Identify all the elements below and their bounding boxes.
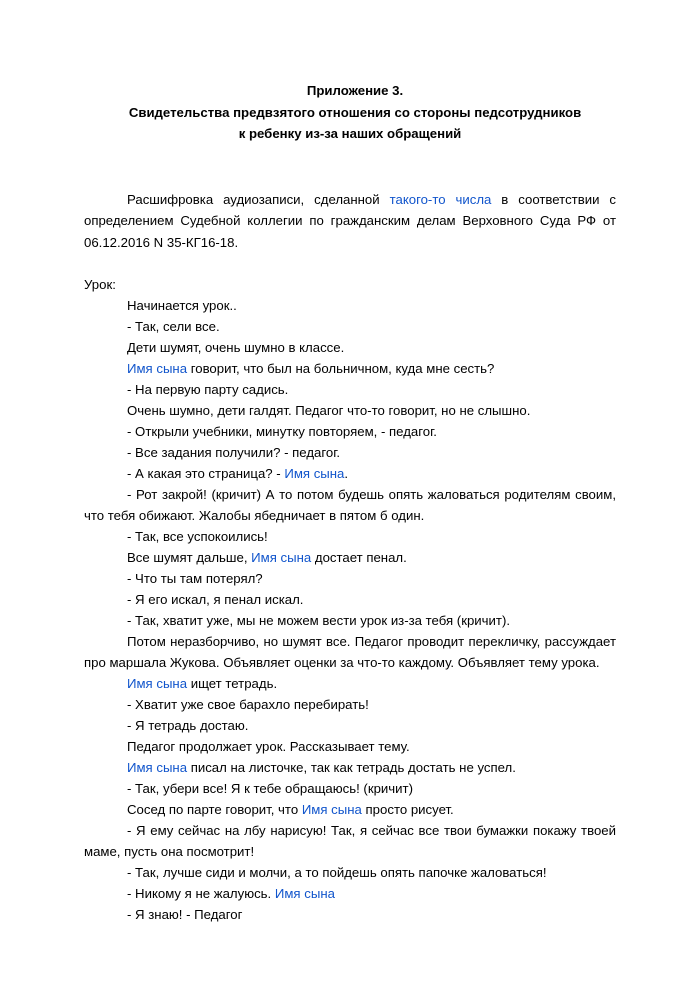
son-name-link[interactable]: Имя сына bbox=[284, 466, 345, 481]
transcript-line bbox=[84, 400, 616, 421]
intro-text: Расшифровка аудиозаписи, сделанной bbox=[127, 191, 390, 207]
transcript-line bbox=[84, 589, 616, 610]
transcript-line bbox=[84, 463, 616, 484]
line-text-end: достает пенал. bbox=[311, 550, 407, 565]
line-text: - Никому я не жалуюсь. bbox=[127, 886, 275, 901]
transcript-line bbox=[84, 862, 616, 883]
line-text: - Так, все успокоились! bbox=[127, 529, 268, 544]
line-text: - Я тетрадь достаю. bbox=[127, 718, 249, 733]
appendix-heading: Приложение 3. bbox=[306, 83, 404, 98]
line-text: Все шумят дальше, bbox=[127, 550, 252, 565]
son-name-link[interactable]: Имя сына bbox=[251, 550, 312, 565]
line-text: - Я ему сейчас на лбу нарисую! Так, я сейчас все твои бумажки покажу твоей маме, пусть она посмотрит! bbox=[84, 823, 616, 859]
transcript-line bbox=[84, 715, 616, 736]
title-line-2: Свидетельства предвзятого отношения со стороны педсотрудников bbox=[128, 104, 582, 120]
line-text: - А какая это страница? - bbox=[127, 466, 285, 481]
line-text-end: просто рисует. bbox=[361, 802, 454, 817]
date-link[interactable]: такого-то числа bbox=[389, 191, 492, 207]
line-text-end: говорит, что был на больничном, куда мне сесть? bbox=[187, 361, 495, 376]
intro-paragraph bbox=[84, 189, 616, 254]
son-name-link[interactable]: Имя сына bbox=[127, 676, 188, 691]
transcript-line bbox=[84, 757, 616, 778]
transcript-line bbox=[84, 316, 616, 337]
line-text: - Я знаю! - Педагог bbox=[127, 907, 243, 922]
transcript-line bbox=[84, 631, 616, 673]
transcript-line bbox=[84, 778, 616, 799]
line-text: Сосед по парте говорит, что bbox=[127, 802, 302, 817]
line-text-end: . bbox=[344, 466, 349, 481]
line-text: - Я его искал, я пенал искал. bbox=[127, 592, 304, 607]
son-name-link[interactable]: Имя сына bbox=[127, 361, 188, 376]
document-title bbox=[84, 80, 616, 145]
line-text: - Так, убери все! Я к тебе обращаюсь! (кричит) bbox=[127, 781, 413, 796]
line-text: - Так, лучше сиди и молчи, а то пойдешь опять папочке жаловаться! bbox=[127, 865, 547, 880]
transcript-line bbox=[84, 421, 616, 442]
transcript-line bbox=[84, 568, 616, 589]
line-text: - Все задания получили? - педагог. bbox=[127, 445, 341, 460]
line-text: - Открыли учебники, минутку повторяем, - педагог. bbox=[127, 424, 437, 439]
title-line-3: к ребенку из-за наших обращений bbox=[238, 126, 462, 141]
son-name-link[interactable]: Имя сына bbox=[274, 886, 335, 901]
son-name-link[interactable]: Имя сына bbox=[301, 802, 362, 817]
transcript-line bbox=[84, 442, 616, 463]
transcript-line bbox=[84, 799, 616, 820]
transcript-line bbox=[84, 295, 616, 316]
document-page bbox=[84, 80, 616, 925]
line-text: - На первую парту садись. bbox=[127, 382, 289, 397]
transcript-line bbox=[84, 358, 616, 379]
transcript-line bbox=[84, 736, 616, 757]
line-text: - Рот закрой! (кричит) А то потом будешь опять жаловаться родителям своим, что тебя обижают. Жалобы ябедничает в пятом б один. bbox=[84, 487, 616, 523]
line-text: Педагог продолжает урок. Рассказывает тему. bbox=[127, 739, 410, 754]
line-text: Очень шумно, дети галдят. Педагог что-то говорит, но не слышно. bbox=[127, 403, 531, 418]
transcript-line bbox=[84, 673, 616, 694]
transcript-line bbox=[84, 694, 616, 715]
transcript-line bbox=[84, 610, 616, 631]
transcript-line bbox=[84, 484, 616, 526]
line-text-end: ищет тетрадь. bbox=[187, 676, 278, 691]
line-text: - Так, хватит уже, мы не можем вести урок из-за тебя (кричит). bbox=[127, 613, 511, 628]
transcript-line bbox=[84, 526, 616, 547]
line-text: Начинается урок.. bbox=[127, 298, 237, 313]
line-text: Потом неразборчиво, но шумят все. Педагог проводит перекличку, рассуждает про маршала Жукова. Объявляет оценки за что-то каждому. Объявляет тему урока. bbox=[84, 634, 616, 670]
transcript bbox=[84, 295, 616, 925]
line-text: - Что ты там потерял? bbox=[127, 571, 263, 586]
transcript-line bbox=[84, 547, 616, 568]
line-text-end: писал на листочке, так как тетрадь достать не успел. bbox=[187, 760, 516, 775]
son-name-link[interactable]: Имя сына bbox=[127, 760, 188, 775]
line-text: Дети шумят, очень шумно в классе. bbox=[127, 340, 345, 355]
transcript-line bbox=[84, 883, 616, 904]
intro-text-end: в соответствии с определением Судебной коллегии по гражданским делам Верховного Суда РФ от 06.12.2016 N 35-КГ16-18. bbox=[84, 191, 616, 250]
transcript-line bbox=[84, 904, 616, 925]
line-text: - Так, сели все. bbox=[127, 319, 220, 334]
transcript-line bbox=[84, 820, 616, 862]
transcript-line bbox=[84, 379, 616, 400]
transcript-line bbox=[84, 337, 616, 358]
lesson-label: Урок: bbox=[84, 277, 116, 292]
line-text: - Хватит уже свое барахло перебирать! bbox=[127, 697, 369, 712]
